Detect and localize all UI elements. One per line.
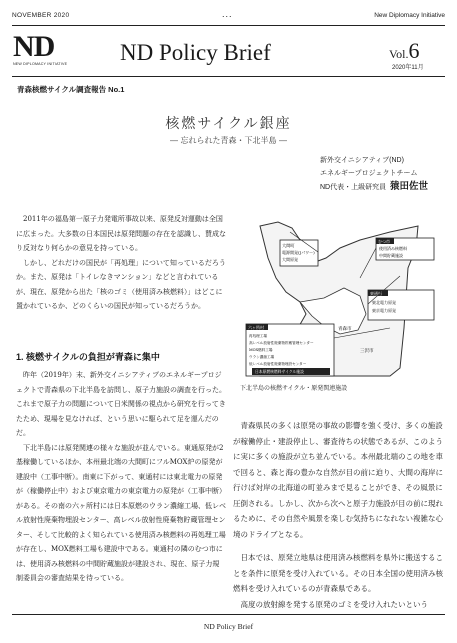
rokkasho-item: 高レベル放射性廃棄物貯蔵管理センター bbox=[249, 341, 314, 345]
logo-sub: NEW DIPLOMACY INITIATIVE bbox=[13, 62, 68, 66]
nd-logo bbox=[13, 32, 75, 76]
top-rule bbox=[12, 25, 445, 26]
mutsu-item: 中間貯蔵施設 bbox=[379, 253, 403, 258]
article-subtitle: ― 忘れられた青森・下北半島 ― bbox=[169, 136, 288, 145]
mutsu-item: 使用済み核燃料 bbox=[379, 246, 407, 251]
oma-label: 大間町 bbox=[282, 243, 295, 248]
section-paragraph: 下北半島には原発関連の様々な施設が並んでいる。東通原発が2基稼働しているほか、本州最北端の大間町にフルMOX炉の原発が建設中（工事中断）。南東に下がって、東通村には東北電力の原発が（稼働停止中）および東京電力の東京電力の原発が（工事中断）がある。その南の六ヶ所村には日本原燃のウラン濃縮工場、低レベル放射性廃棄物埋設センター、高レベル放射性廃棄物貯蔵管理センター、そして比較的よく知られている使用済み核燃料の再処理工場が存在し、MOX燃料工場も建設中である。東通村の隣のむつ市には、使用済み核燃料の中間貯蔵施設が建設され、現在、原子力規制委員会の審査結果を待っている。 bbox=[16, 443, 226, 582]
mutsu-label: むつ市 bbox=[378, 239, 390, 244]
higashidori-label: 東通村 bbox=[370, 291, 382, 296]
author-block bbox=[320, 154, 428, 194]
right-column bbox=[233, 418, 443, 612]
vol-date: 2020年11月 bbox=[392, 65, 424, 71]
masthead-title: ND Policy Brief bbox=[120, 40, 271, 65]
right-paragraph: 高度の放射線を発する原発のゴミを受け入れたいという bbox=[240, 599, 428, 609]
author-team: エネルギープロジェクトチーム bbox=[320, 170, 418, 177]
author-name: 猿田佐世 bbox=[390, 181, 429, 192]
footer-rule bbox=[12, 614, 445, 615]
rokkasho-item: MOX燃料工場 bbox=[249, 348, 273, 352]
map-legend: 日本原燃核燃料サイクル施設 bbox=[255, 369, 304, 374]
series-label: 青森核燃サイクル調査報告 No.1 bbox=[17, 85, 125, 94]
oma-item: 大間原発 bbox=[282, 257, 298, 262]
section-heading: 1. 核燃サイクルの負担が青森に集中 bbox=[16, 352, 160, 362]
intro-paragraph: しかし、どれだけの国民が「再処理」について知っているだろうか。また、原発は「トイレなきマンション」などと言われているが、現在、原発から出た「核のゴミ（使用済み核燃料）」はどこに置かれているか、どのくらいの国民が知っているだろうか。 bbox=[16, 258, 226, 310]
intro-paragraph: 2011年の福島第一原子力発電所事故以来、原発反対運動は全国に広まった。大多数の日本国民は原発問題の存在を認識し、賛成なり反対なり何らかの意見を持っている。 bbox=[16, 215, 226, 252]
misawa-label: 三沢市 bbox=[360, 349, 374, 354]
intro-text bbox=[16, 212, 226, 314]
rokkasho-label: 六ヶ所村 bbox=[248, 325, 264, 330]
author-role: ND代表・上級研究員 bbox=[320, 184, 387, 191]
right-paragraph: 日本では、原発立地県は使用済み核燃料を県外に搬送することを条件に原発を受け入れている。その日本全国の使用済み核燃料を受け入れているのが青森県である。 bbox=[233, 553, 443, 593]
rokkasho-item: 再処理工場 bbox=[249, 334, 267, 338]
section-body bbox=[16, 368, 226, 586]
vol-prefix: Vol. bbox=[389, 47, 409, 61]
top-bar bbox=[12, 9, 445, 24]
rokkasho-item: 低レベル放射性廃棄物埋設センター bbox=[249, 362, 307, 366]
vol-number: 6 bbox=[408, 38, 420, 63]
volume bbox=[389, 38, 419, 64]
footer-title: ND Policy Brief bbox=[203, 622, 254, 631]
higashidori-item: 東北電力原発 bbox=[372, 300, 396, 305]
section-paragraph: 昨年（2019年）末、新外交イニシアティブのエネルギープロジェクトで青森県の下北半島を訪問し、原子力施設の調査を行った。これまで原子力の問題について日米関係の視点から研究を行ってきたため、現場を見なければ、という思いに駆られて足を運んだのだ。 bbox=[16, 371, 226, 437]
issue-date: NOVEMBER 2020 bbox=[12, 12, 70, 19]
logo-mark: ND bbox=[13, 30, 55, 63]
higashidori-item: 東京電力原発 bbox=[372, 308, 396, 313]
oma-item: 電源開発(Jパワー) bbox=[282, 250, 315, 255]
header-dots: ... bbox=[222, 9, 233, 19]
shimokita-map bbox=[240, 218, 440, 378]
org-name: New Diplomacy Initiative bbox=[374, 12, 445, 19]
rokkasho-item: ウラン濃縮工場 bbox=[249, 355, 275, 359]
aomori-label: 青森市 bbox=[338, 327, 352, 332]
masthead-rule bbox=[12, 76, 445, 77]
author-org: 新外交イニシアティブ(ND) bbox=[320, 157, 404, 164]
right-paragraph: 青森県民の多くは原発の事故の影響を強く受け、多くの施設が稼働停止・建設停止し、審査待ちの状態であるが、このように実に多くの施設が立ち並んでいる。本州最北端のこの地を車で回ると、森と海の豊かな自然が目の前に迫り、大間の海岸に行けば対岸の北海道の町並みまで見ることができ、その風景に圧倒される。しかし、次から次へと原子力施設が目の前に現れるために、その自然や風景を楽しむ気持ちになれない複雑な心境のドライブとなる。 bbox=[233, 421, 443, 539]
article-title: 核燃サイクル銀座 bbox=[165, 116, 292, 132]
map-caption: 下北半島の核燃サイクル・原発関連施設 bbox=[240, 386, 348, 392]
